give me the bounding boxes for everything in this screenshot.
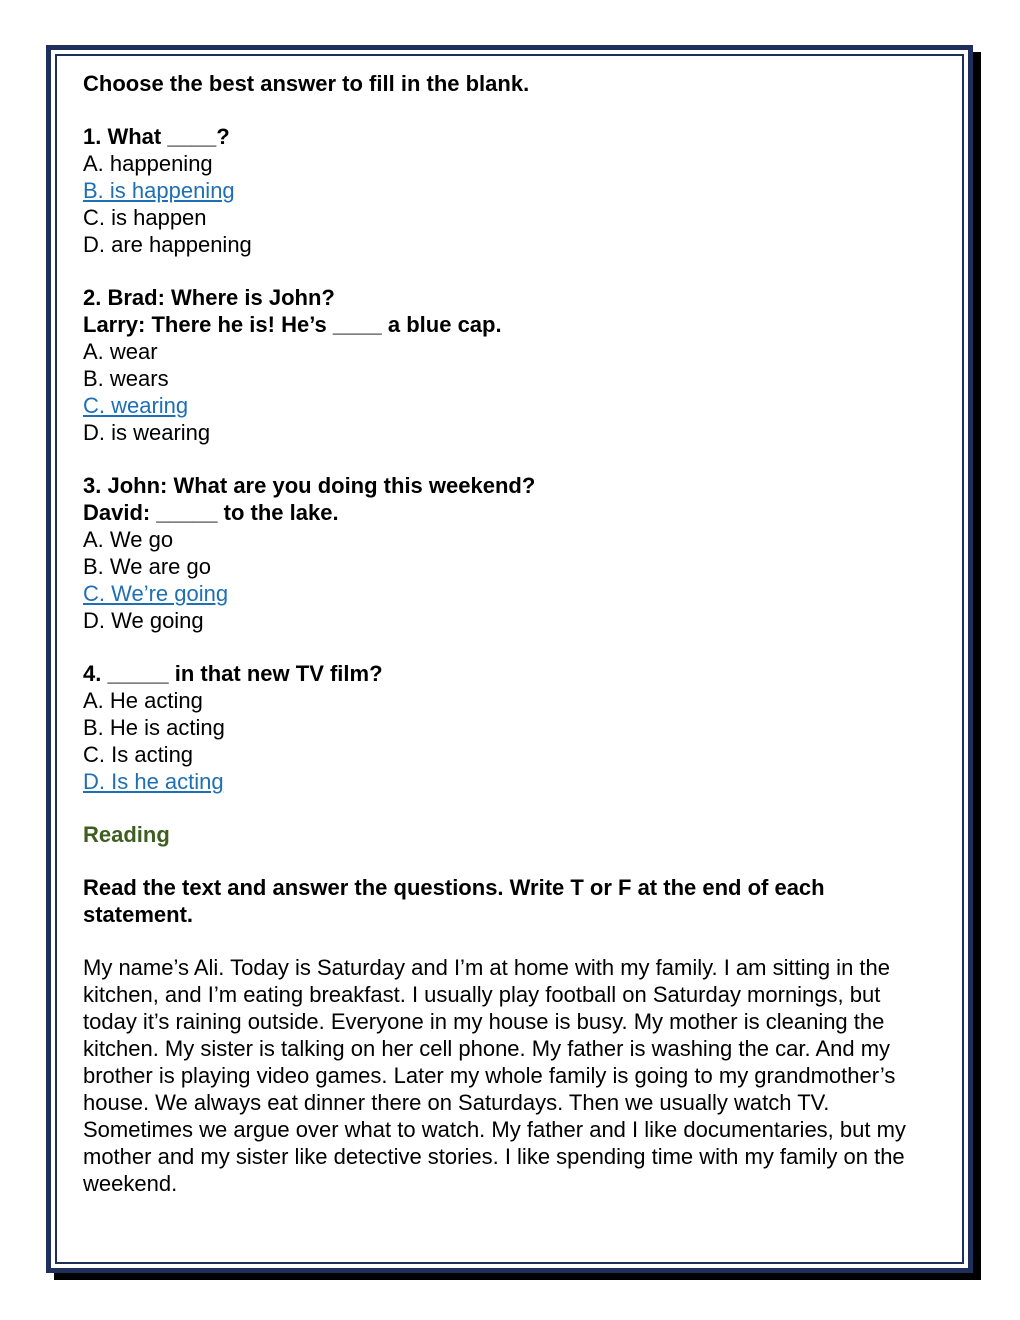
question-prompt: 1. What ____? [83,124,230,149]
option-c-answer-link[interactable]: C. We’re going [83,581,229,606]
option-a: A. We go [83,527,174,552]
reading-passage [83,954,963,1197]
spacer [83,848,963,874]
option-a: A. He acting [83,688,203,713]
question-prompt: 4. _____ in that new TV film? [83,661,383,686]
option-d: D. is wearing [83,420,211,445]
question-2 [83,284,963,446]
spacer [83,928,963,954]
question-prompt-line-2: David: _____ to the lake. [83,500,339,525]
option-c-answer-link[interactable]: C. wearing [83,393,189,418]
exercise-instruction: Choose the best answer to fill in the blank. [83,71,530,96]
passage-line: house. We always eat dinner there on Saturdays. Then we usually watch TV. [83,1090,830,1115]
option-c: C. Is acting [83,742,194,767]
option-c: C. is happen [83,205,207,230]
passage-line: Sometimes we argue over what to watch. My father and I like documentaries, but my [83,1117,906,1142]
option-d-answer-link[interactable]: D. Is he acting [83,769,224,794]
passage-line: today it’s raining outside. Everyone in my house is busy. My mother is cleaning the [83,1009,885,1034]
option-b: B. We are go [83,554,211,579]
reading-instruction-line: statement. [83,902,194,927]
spacer [83,795,963,821]
reading-instruction [83,874,963,928]
passage-line: My name’s Ali. Today is Saturday and I’m at home with my family. I am sitting in the [83,955,890,980]
reading-instruction-line: Read the text and answer the questions. Write T or F at the end of each [83,875,825,900]
question-prompt-line-2: Larry: There he is! He’s ____ a blue cap. [83,312,502,337]
passage-line: brother is playing video games. Later my whole family is going to my grandmother’s [83,1063,896,1088]
passage-line: kitchen. My sister is talking on her cell phone. My father is washing the car. And my [83,1036,891,1061]
option-d: D. We going [83,608,204,633]
spacer [83,258,963,284]
passage-line: weekend. [83,1171,178,1196]
spacer [83,97,963,123]
spacer [83,634,963,660]
question-prompt: 2. Brad: Where is John? [83,285,335,310]
question-3 [83,472,963,634]
option-a: A. happening [83,151,213,176]
passage-line: kitchen, and I’m eating breakfast. I usually play football on Saturday mornings, but [83,982,881,1007]
passage-line: mother and my sister like detective stories. I like spending time with my family on the [83,1144,905,1169]
option-a: A. wear [83,339,158,364]
question-1 [83,123,963,258]
worksheet-content [83,70,963,1197]
option-b-answer-link[interactable]: B. is happening [83,178,235,203]
option-d: D. are happening [83,232,252,257]
spacer [83,446,963,472]
question-prompt: 3. John: What are you doing this weekend? [83,473,536,498]
option-b: B. wears [83,366,169,391]
question-4 [83,660,963,795]
reading-heading: Reading [83,822,170,847]
option-b: B. He is acting [83,715,225,740]
